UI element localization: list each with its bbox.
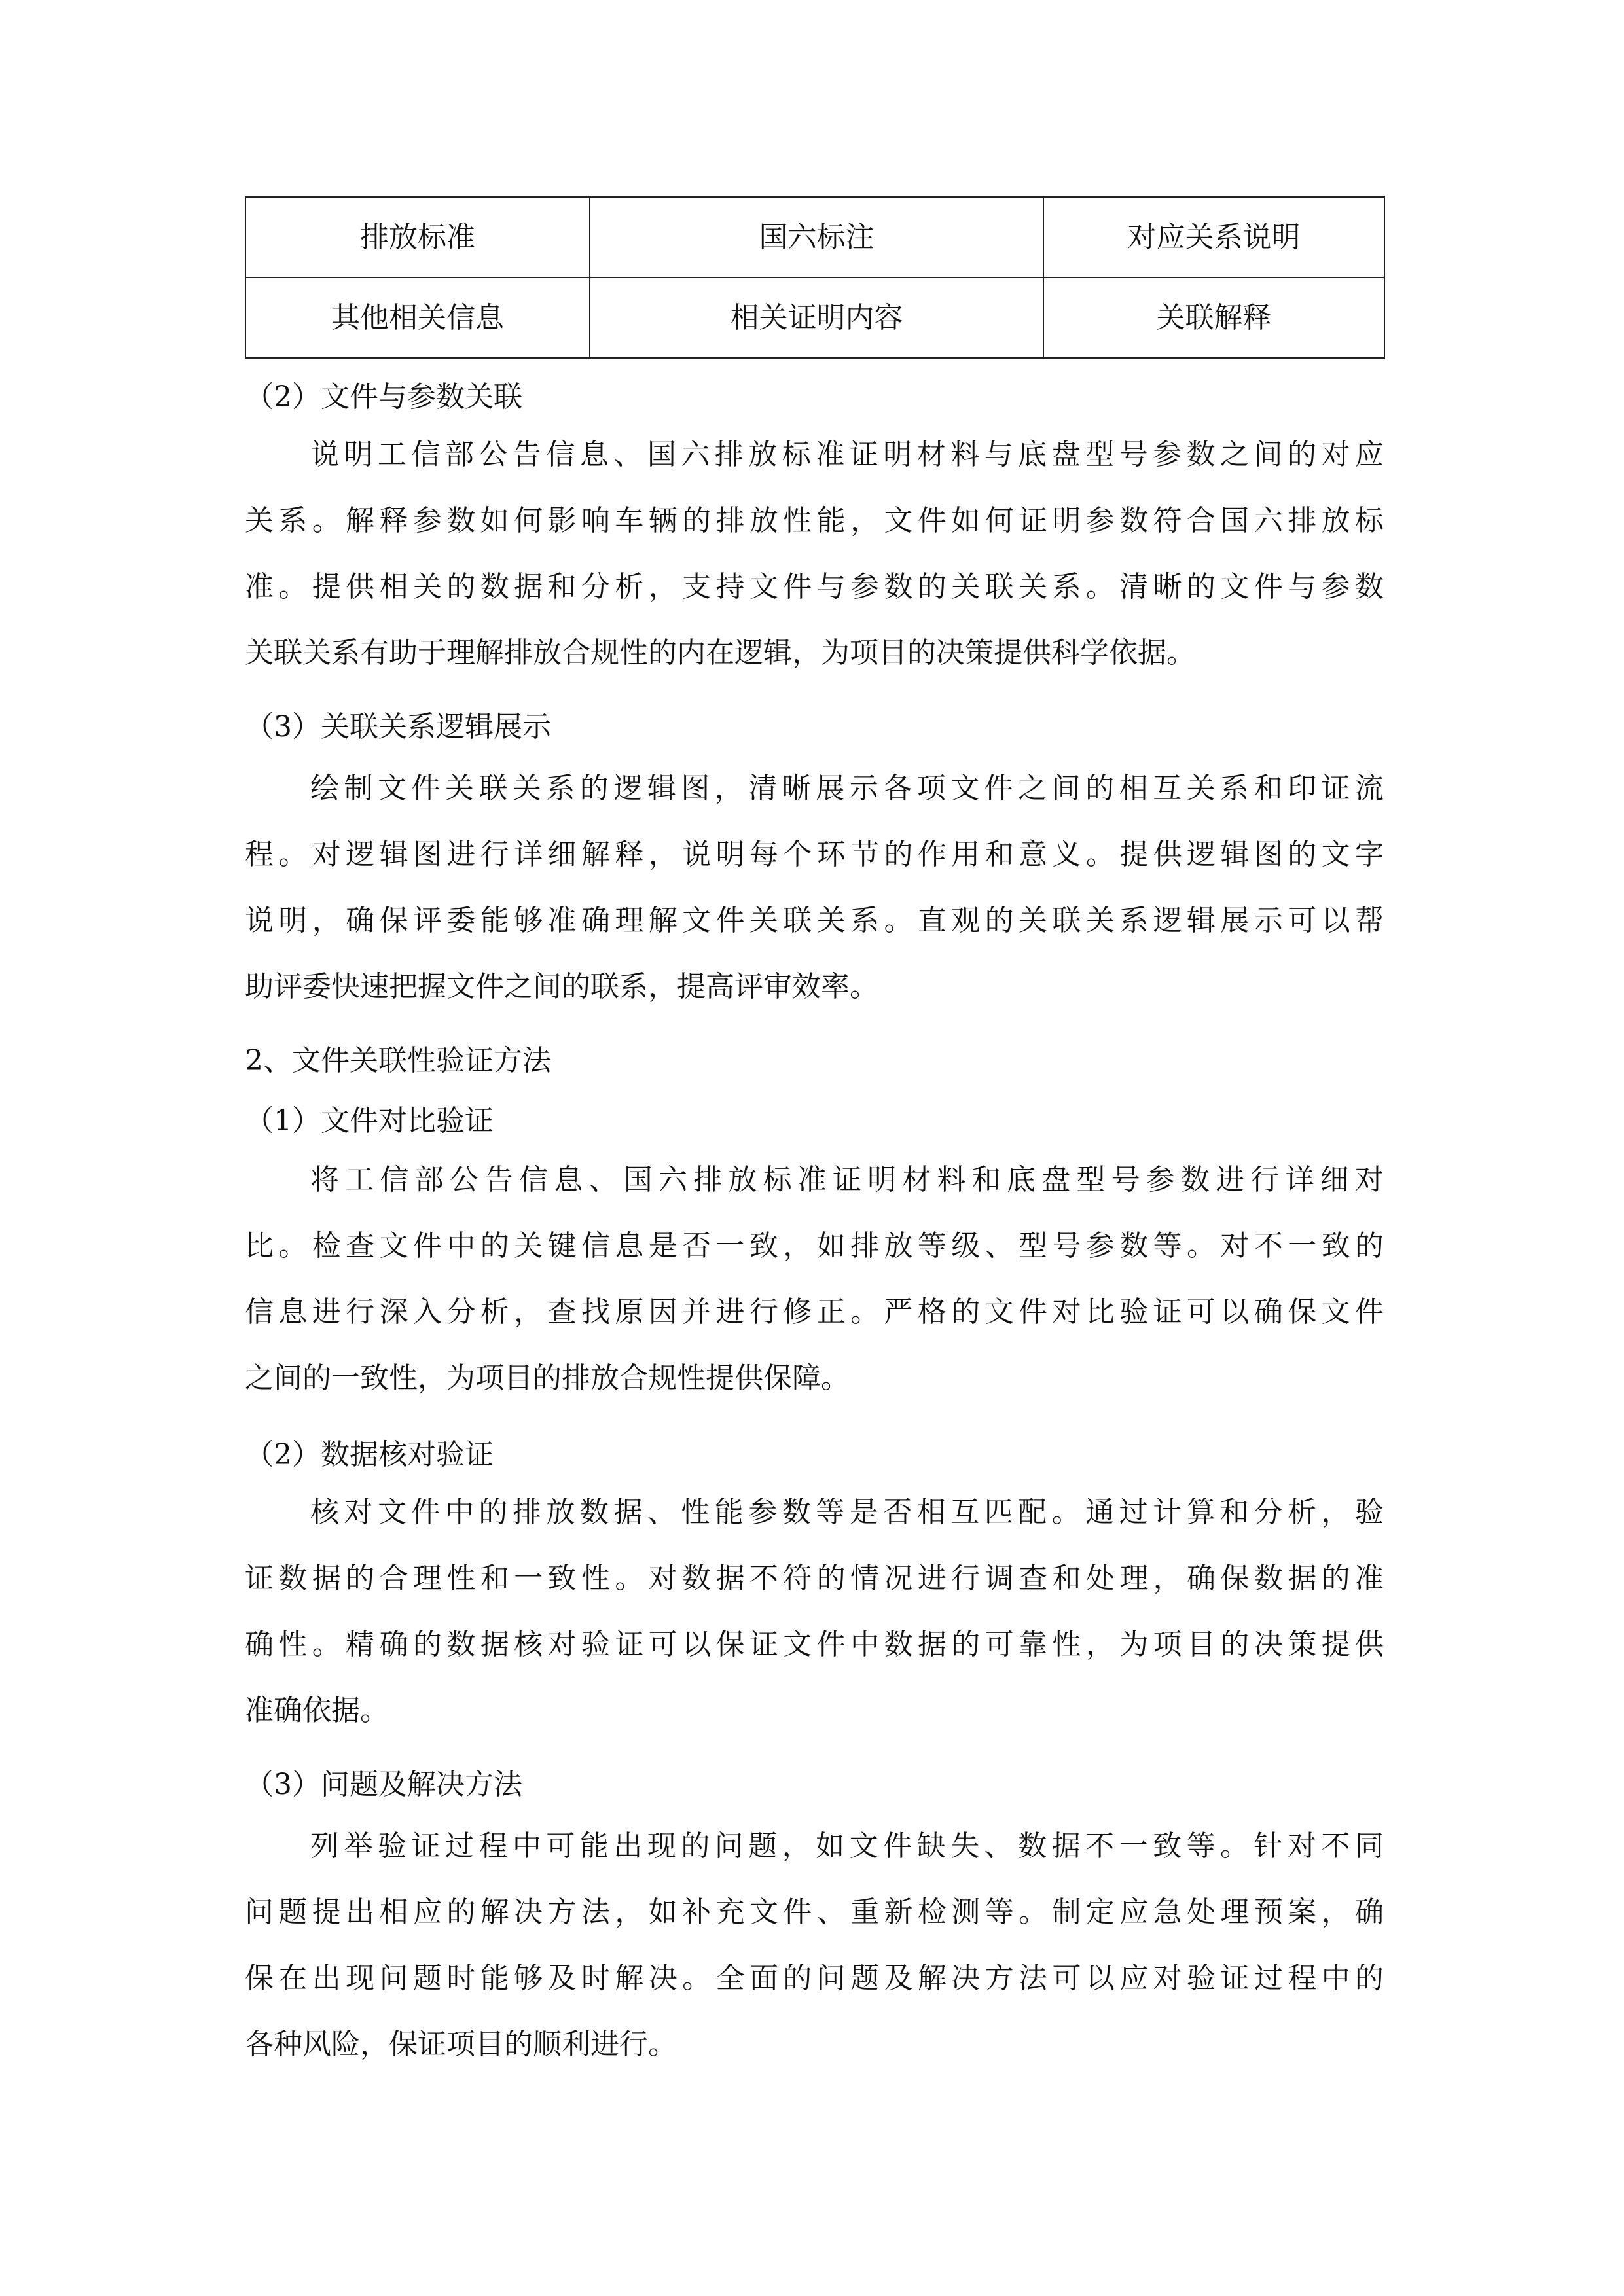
paragraph-line: 各种风险，保证项目的顺利进行。 xyxy=(245,2028,677,2061)
paragraph-line: 核对文件中的排放数据、性能参数等是否相互匹配。通过计算和分析，验 xyxy=(310,1496,1384,1529)
paragraph-line: 准确依据。 xyxy=(245,1694,389,1727)
paragraph-line: 绘制文件关联关系的逻辑图，清晰展示各项文件之间的相互关系和印证流 xyxy=(310,772,1384,805)
table-cell: 排放标准 xyxy=(245,197,590,278)
table-cell: 其他相关信息 xyxy=(245,278,590,358)
paragraph-line: 之间的一致性，为项目的排放合规性提供保障。 xyxy=(245,1361,850,1395)
table-cell: 国六标注 xyxy=(590,197,1043,278)
paragraph-line: 保在出现问题时能够及时解决。全面的问题及解决方法可以应对验证过程中的 xyxy=(245,1962,1384,1995)
paragraph xyxy=(245,1827,1384,2091)
relation-table xyxy=(245,196,1385,359)
table-row xyxy=(245,197,1384,278)
section-heading: （3）关联关系逻辑展示 xyxy=(245,710,551,744)
paragraph-line: 列举验证过程中可能出现的问题，如文件缺失、数据不一致等。针对不同 xyxy=(310,1829,1384,1863)
section-heading: （2）文件与参数关联 xyxy=(245,380,522,414)
table-row xyxy=(245,278,1384,358)
paragraph-line: 说明工信部公告信息、国六排放标准证明材料与底盘型号参数之间的对应 xyxy=(310,438,1384,471)
paragraph-line: 程。对逻辑图进行详细解释，说明每个环节的作用和意义。提供逻辑图的文字 xyxy=(245,838,1384,871)
section-heading: 2、文件关联性验证方法 xyxy=(245,1044,551,1077)
paragraph-line: 关联关系有助于理解排放合规性的内在逻辑，为项目的决策提供科学依据。 xyxy=(245,636,1195,670)
section-heading: （1）文件对比验证 xyxy=(245,1104,494,1138)
section-heading: （3）问题及解决方法 xyxy=(245,1768,522,1801)
paragraph-line: 助评委快速把握文件之间的联系，提高评审效率。 xyxy=(245,970,878,1003)
paragraph-line: 证数据的合理性和一致性。对数据不符的情况进行调查和处理，确保数据的准 xyxy=(245,1562,1384,1595)
paragraph-line: 将工信部公告信息、国六排放标准证明材料和底盘型号参数进行详细对 xyxy=(310,1163,1384,1196)
paragraph-line: 准。提供相关的数据和分析，支持文件与参数的关联关系。清晰的文件与参数 xyxy=(245,570,1384,603)
paragraph-line: 问题提出相应的解决方法，如补充文件、重新检测等。制定应急处理预案，确 xyxy=(245,1895,1384,1929)
section-heading: （2）数据核对验证 xyxy=(245,1438,494,1471)
table-cell: 对应关系说明 xyxy=(1043,197,1384,278)
paragraph-line: 说明，确保评委能够准确理解文件关联关系。直观的关联关系逻辑展示可以帮 xyxy=(245,904,1384,937)
paragraph-line: 确性。精确的数据核对验证可以保证文件中数据的可靠性，为项目的决策提供 xyxy=(245,1628,1384,1661)
paragraph xyxy=(245,1493,1384,1757)
table-cell: 关联解释 xyxy=(1043,278,1384,358)
paragraph-line: 比。检查文件中的关键信息是否一致，如排放等级、型号参数等。对不一致的 xyxy=(245,1229,1384,1263)
paragraph-line: 信息进行深入分析，查找原因并进行修正。严格的文件对比验证可以确保文件 xyxy=(245,1295,1384,1329)
table-cell: 相关证明内容 xyxy=(590,278,1043,358)
paragraph xyxy=(245,1160,1384,1425)
paragraph xyxy=(245,769,1384,1033)
paragraph xyxy=(245,435,1384,700)
paragraph-line: 关系。解释参数如何影响车辆的排放性能，文件如何证明参数符合国六排放标 xyxy=(245,504,1384,537)
